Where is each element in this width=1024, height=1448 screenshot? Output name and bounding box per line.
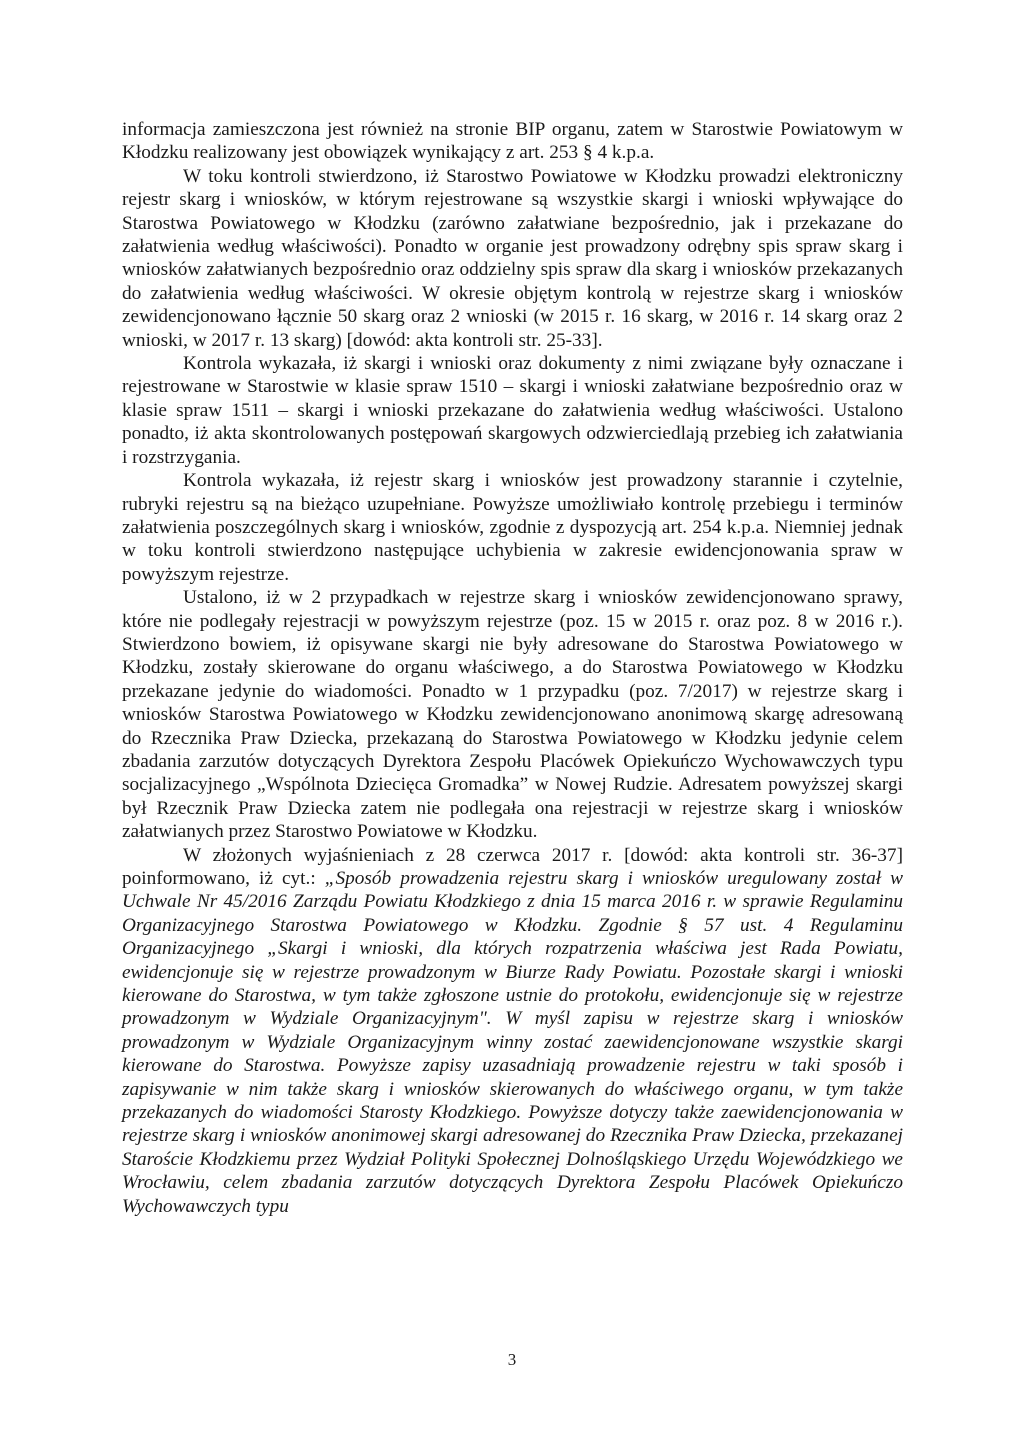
explanations-intro: W złożonych wyjaśnieniach z 28 czerwca 2017 r. [dowód: akta kontroli str. 36-37] poinformowano, iż cyt.: <box>122 844 903 889</box>
paragraph-irregularities: Ustalono, iż w 2 przypadkach w rejestrze skarg i wniosków zewidencjonowano sprawy, które nie podlegały rejestracji w powyższym rejestrze (poz. 15 w 2015 r. oraz poz. 8 w 2016 r.). Stwierdzono bowiem, iż opisywane skargi nie były adresowane do Starostwa Powiatowego w Kłodzku, zostały skierowane do organu właściwego, a do Starostwa Powiatowego w Kłodzku przekazane jedynie do wiadomości. Ponadto w 1 przypadku (poz. 7/2017) w rejestrze skarg i wniosków Starostwa Powiatowego w Kłodzku zewidencjonowano anonimową skargę adresowaną do Rzecznika Praw Dziecka, przekazaną do Starostwa Powiatowego w Kłodzku jedynie celem zbadania zarzutów dotyczących Dyrektora Zespołu Placówek Opiekuńczo Wychowawczych typu socjalizacyjnego „Wspólnota Dziecięca Gromadka” w Nowej Rudzie. Adresatem powyższej skargi był Rzecznik Praw Dziecka zatem nie podlegała ona rejestracji w rejestrze skarg i wniosków załatwianych przez Starostwo Powiatowe w Kłodzku. <box>122 587 903 843</box>
paragraph-register-quality: Kontrola wykazała, iż rejestr skarg i wniosków jest prowadzony starannie i czytelnie, rubryki rejestru są na bieżąco uzupełniane. Powyższe umożliwiało kontrolę przebiegu i terminów załatwienia poszczególnych skarg i wniosków, zgodnie z dyspozycją art. 254 k.p.a. Niemniej jednak w toku kontroli stwierdzono następujące uchybienia w zakresie ewidencjonowania spraw w powyższym rejestrze. <box>122 470 903 585</box>
paragraph-case-classes: Kontrola wykazała, iż skargi i wnioski oraz dokumenty z nimi związane były oznaczane i rejestrowane w Starostwie w klasie spraw 1510 – skargi i wnioski załatwiane bezpośrednio oraz w klasie spraw 1511 – skargi i wnioski przekazane do załatwienia według właściwości. Ustalono ponadto, iż akta skontrolowanych postępowań skargowych odzwierciedlają przebieg ich załatwiania i rozstrzygania. <box>122 353 903 468</box>
page-number: 3 <box>507 1350 517 1369</box>
explanations-quote: „Sposób prowadzenia rejestru skarg i wniosków uregulowany został w Uchwale Nr 45/2016 Zarządu Powiatu Kłodzkiego z dnia 15 marca 2016 r. w sprawie Regulaminu Organizacyjnego Starostwa Powiatowego w Kłodzku. Zgodnie § 57 ust. 4 Regulaminu Organizacyjnego „Skargi i wnioski, dla których rozpatrzenia właściwa jest Rada Powiatu, ewidencjonuje się w rejestrze prowadzonym w Biurze Rady Powiatu. Pozostałe skargi i wnioski kierowane do Starostwa, w tym także zgłoszone ustnie do protokołu, ewidencjonuje się w rejestrze prowadzonym w Wydziale Organizacyjnym". W myśl zapisu w rejestrze skarg i wniosków prowadzonym w Wydziale Organizacyjnym winny zostać zaewidencjonowane wszystkie skargi kierowane do Starostwa. Powyższe zapisy uzasadniają prowadzenie rejestru w taki sposób i zapisywanie w nim także skarg i wniosków skierowanych do właściwego organu, w tym także przekazanych do wiadomości Starosty Kłodzkiego. Powyższe dotyczy także zaewidencjonowania w rejestrze skarg i wniosków anonimowej skargi adresowanej do Rzecznika Praw Dziecka, przekazanej Staroście Kłodzkiemu przez Wydział Polityki Społecznej Dolnośląskiego Urzędu Wojewódzkiego we Wrocławiu, celem zbadania zarzutów dotyczących Dyrektora Zespołu Placówek Opiekuńczo Wychowawczych typu <box>122 868 904 1217</box>
paragraph-explanations <box>122 844 903 1219</box>
document-body <box>122 118 903 1218</box>
paragraph-electronic-register: W toku kontroli stwierdzono, iż Starostwo Powiatowe w Kłodzku prowadzi elektroniczny rejestr skarg i wniosków, w którym rejestrowane są wszystkie skargi i wnioski wpływające do Starostwa Powiatowego w Kłodzku (zarówno załatwiane bezpośrednio, jak i przekazane do załatwienia według właściwości). Ponadto w organie jest prowadzony odrębny spis spraw skarg i wniosków załatwianych bezpośrednio oraz oddzielny spis spraw dla skarg i wniosków przekazanych do załatwienia według właściwości. W okresie objętym kontrolą w rejestrze skarg i wniosków zewidencjonowano łącznie 50 skarg oraz 2 wnioski (w 2015 r. 16 skarg, w 2016 r. 14 skarg oraz 2 wnioski, w 2017 r. 13 skarg) [dowód: akta kontroli str. 25-33]. <box>122 165 903 351</box>
paragraph-continuation: informacja zamieszczona jest również na stronie BIP organu, zatem w Starostwie Powiatowym w Kłodzku realizowany jest obowiązek wynikający z art. 253 § 4 k.p.a. <box>122 119 903 164</box>
